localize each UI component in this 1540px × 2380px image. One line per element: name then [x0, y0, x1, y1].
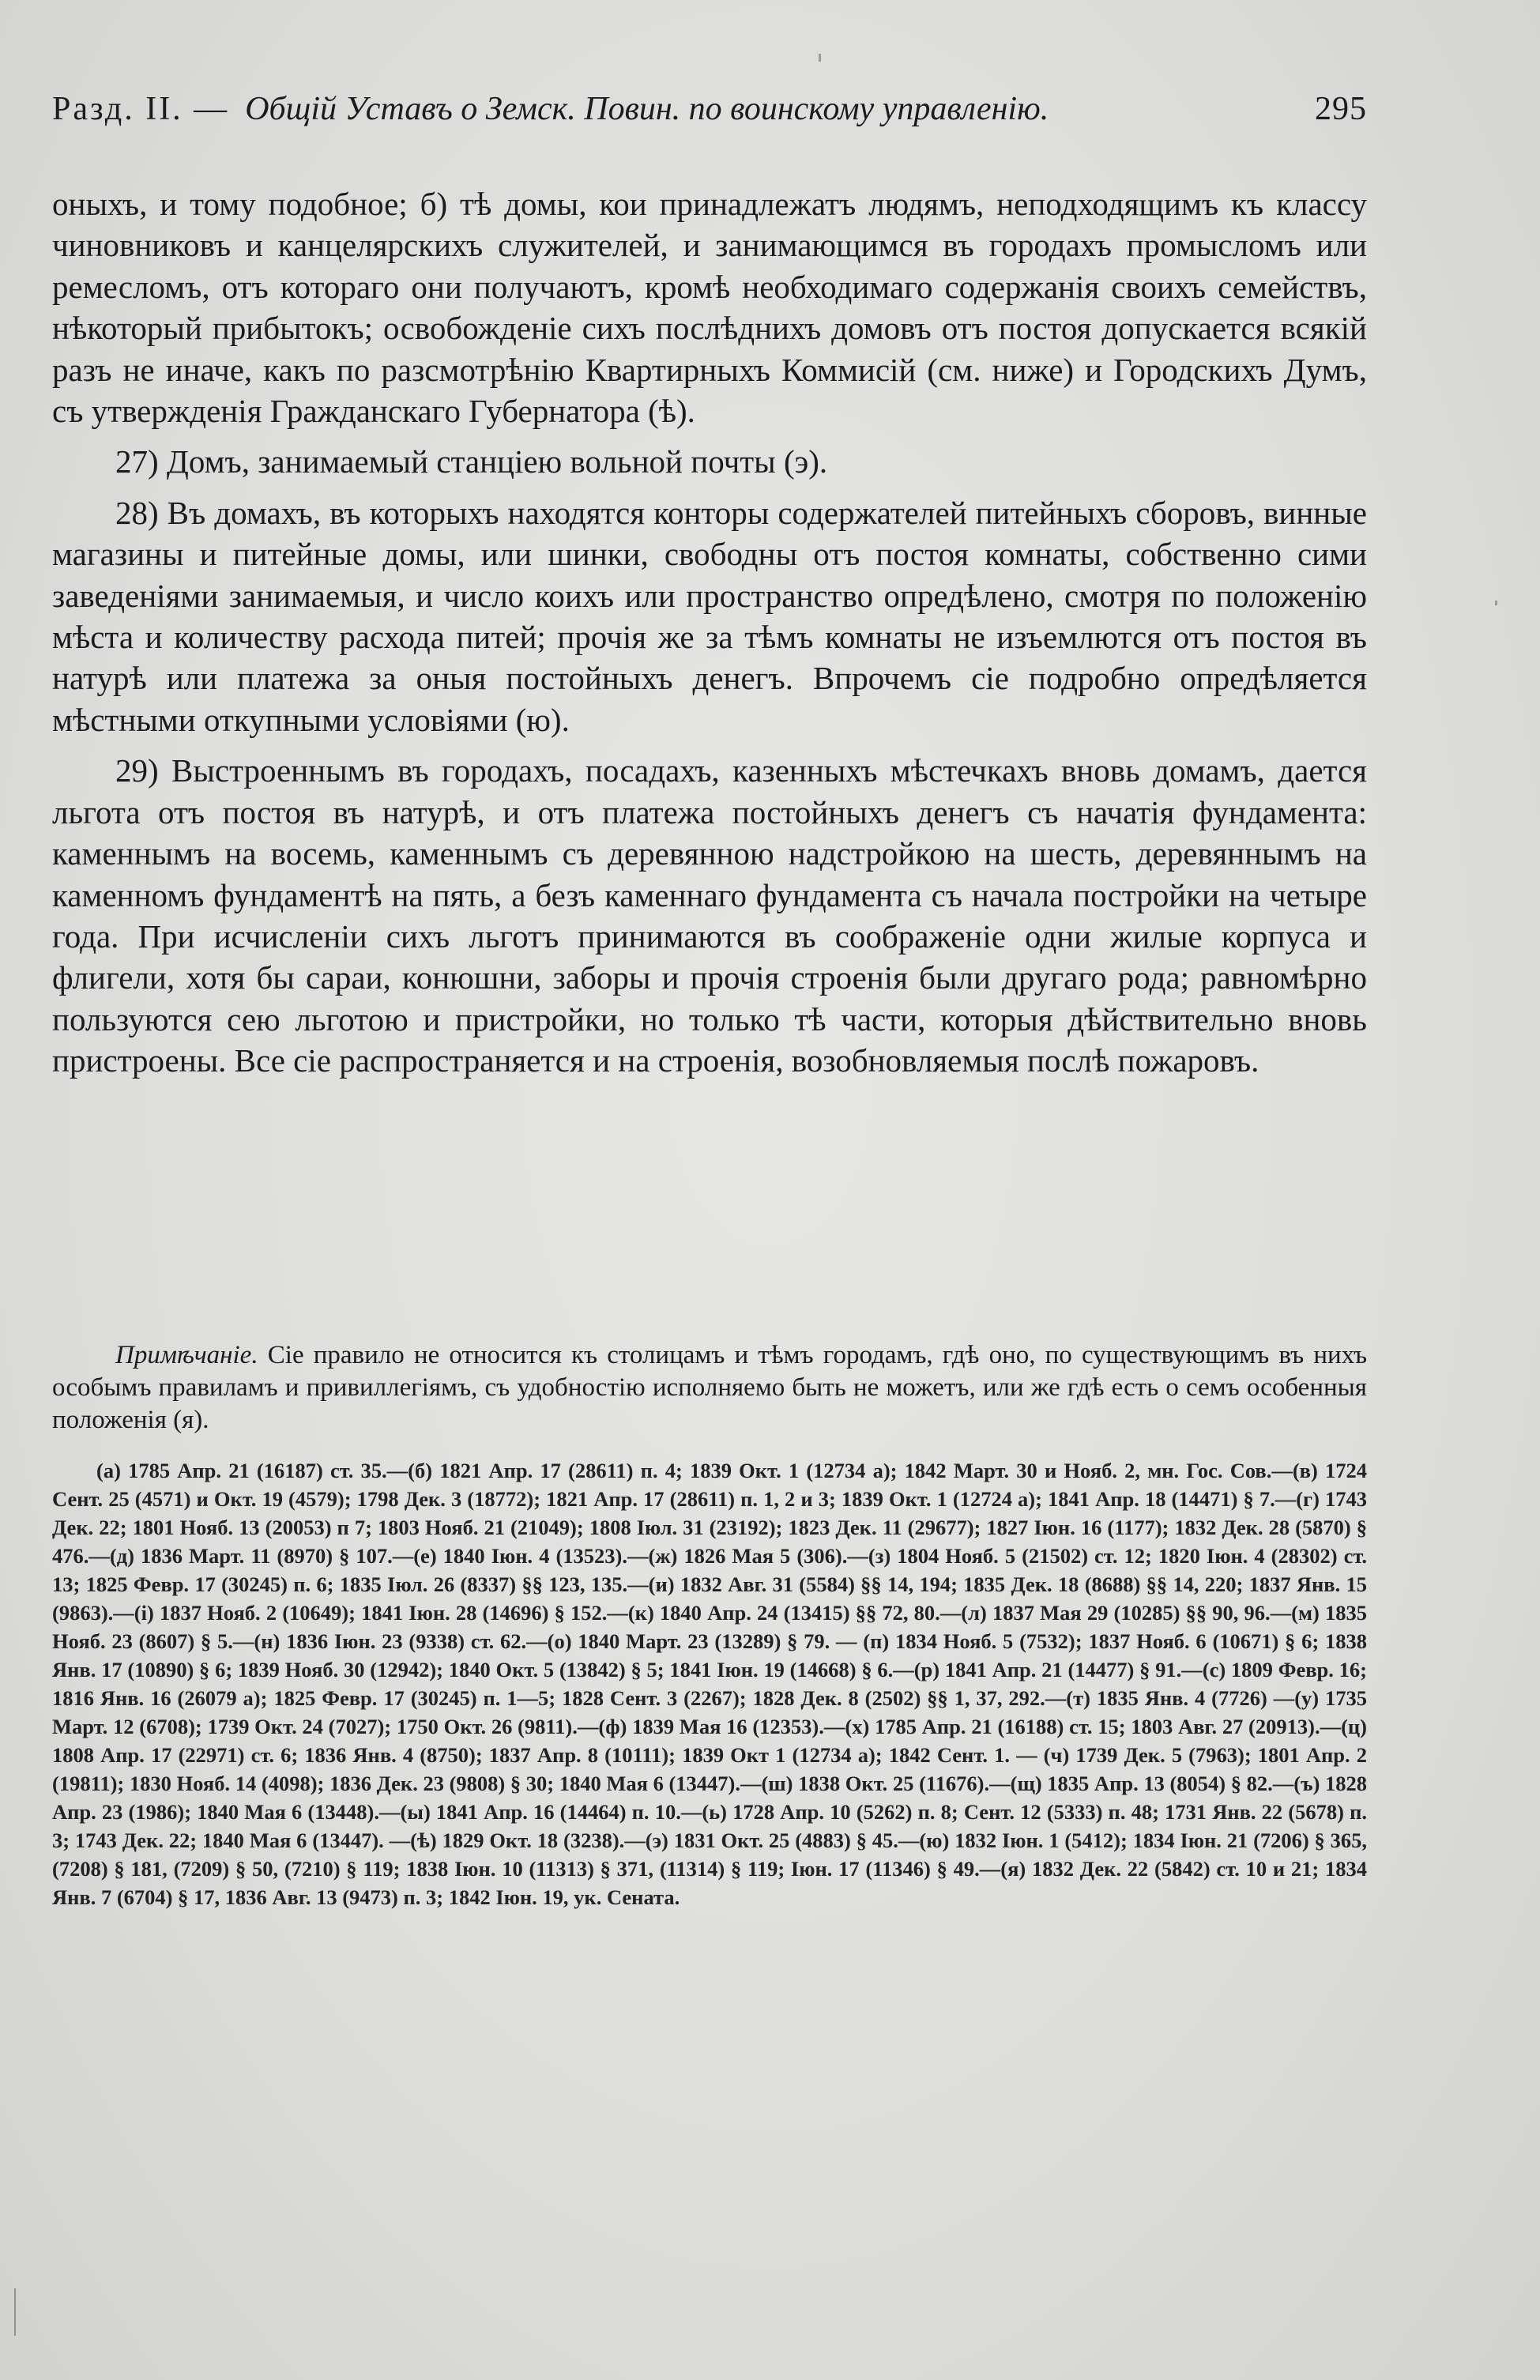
paragraph-29: 29) Выстроеннымъ въ городахъ, посадахъ, казенныхъ мѣстечкахъ вновь домамъ, дается льгота отъ постоя въ натурѣ, и отъ платежа постойныхъ денегъ съ начатія фундамента: каменнымъ на восемь, каменнымъ съ деревянною надстройкою на шесть, деревяннымъ на каменномъ фундаментѣ на пять, а безъ каменнаго фундамента съ начала постройки на четыре года. При исчисленіи сихъ льготъ принимаются въ соображеніе одни жилые корпуса и флигели, хотя бы сараи, конюшни, заборы и прочія строенія были другаго рода; равномѣрно пользуются сею льготою и пристройки, но только тѣ части, которыя дѣйствительно вновь пристроены. Все сіе распространяется и на строенія, возобновляемыя послѣ пожаровъ. [52, 752, 1367, 1079]
ink-speck [819, 54, 821, 62]
paragraph-28: 28) Въ домахъ, въ которыхъ находятся конторы содержателей питейныхъ сборовъ, винные магазины и питейные домы, или шинки, свободны отъ постоя комнаты, собственно сими заведеніями занимаемыя, и число коихъ или пространство опредѣлено, смотря по положенію мѣста и количеству расхода питей; прочія же за тѣмъ комнаты не изъемлются отъ постоя въ натурѣ или платежа за оныя постойныхъ денегъ. Впрочемъ сіе подробно опредѣляется мѣстными откупными условіями (ю). [52, 494, 1367, 738]
note-label: Примѣчаніе. [115, 1341, 258, 1369]
header-title: Общій Уставъ о Земск. Повин. по воинскому управленію. [245, 91, 1049, 127]
ink-speck [1495, 601, 1497, 605]
running-header [52, 87, 1367, 131]
note-text: Сіе правило не относится къ столицамъ и тѣмъ городамъ, гдѣ оно, по существующимъ въ нихъ особымъ правиламъ и привиллегіямъ, съ удобностію исполняемо быть не можетъ, или же гдѣ есть о семъ особенныя положенія (я). [52, 1341, 1368, 1434]
footnote-references: (а) 1785 Апр. 21 (16187) ст. 35.—(б) 1821 Апр. 17 (28611) п. 4; 1839 Окт. 1 (12734 а); 1842 Март. 30 и Нояб. 2, мн. Гос. Сов.—(в) 1724 Сент. 25 (4571) и Окт. 19 (4579); 1798 Дек. 3 (18772); 1821 Апр. 17 (28611) п. 1, 2 и 3; 1839 Окт. 1 (12724 а); 1841 Апр. 18 (14471) § 7.—(г) 1743 Дек. 22; 1801 Нояб. 13 (20053) п 7; 1803 Нояб. 21 (21049); 1808 Іюл. 31 (23192); 1823 Дек. 11 (29677); 1827 Іюн. 16 (1177); 1832 Дек. 28 (5870) § 476.—(д) 1836 Март. 11 (8970) § 107.—(е) 1840 Іюн. 4 (13523).—(ж) 1826 Мая 5 (306).—(з) 1804 Нояб. 5 (21502) ст. 12; 1820 Іюн. 4 (28302) ст. 13; 1825 Февр. 17 (30245) п. 6; 1835 Іюл. 26 (8337) §§ 123, 135.—(и) 1832 Авг. 31 (5584) §§ 14, 194; 1835 Дек. 18 (8688) §§ 14, 220; 1837 Янв. 15 (9863).—(і) 1837 Нояб. 2 (10649); 1841 Іюн. 28 (14696) § 152.—(к) 1840 Апр. 24 (13415) §§ 72, 80.—(л) 1837 Мая 29 (10285) §§ 90, 96.—(м) 1835 Нояб. 23 (8607) § 5.—(н) 1836 Іюн. 23 (9338) ст. 62.—(о) 1840 Март. 23 (13289) § 79. — (п) 1834 Нояб. 5 (7532); 1837 Нояб. 6 (10671) § 6; 1838 Янв. 17 (10890) § 6; 1839 Нояб. 30 (12942); 1840 Окт. 5 (13842) § 5; 1841 Іюн. 19 (14668) § 6.—(р) 1841 Апр. 21 (14477) § 91.—(с) 1809 Февр. 16; 1816 Янв. 16 (26079 а); 1825 Февр. 17 (30245) п. 1—5; 1828 Сент. 3 (2267); 1828 Дек. 8 (2502) §§ 1, 37, 292.—(т) 1835 Янв. 4 (7726) —(у) 1735 Март. 12 (6708); 1739 Окт. 24 (7027); 1750 Окт. 26 (9811).—(ф) 1839 Мая 16 (12353).—(х) 1785 Апр. 21 (16188) ст. 15; 1803 Авг. 27 (20913).—(ц) 1808 Апр. 17 (22971) ст. 6; 1836 Янв. 4 (8750); 1837 Апр. 8 (10111); 1839 Окт 1 (12734 а); 1842 Сент. 1. — (ч) 1739 Дек. 5 (7963); 1801 Апр. 2 (19811); 1830 Нояб. 14 (4098); 1836 Дек. 23 (9808) § 30; 1840 Мая 6 (13447).—(ш) 1838 Окт. 25 (11676).—(щ) 1835 Апр. 13 (8054) § 82.—(ъ) 1828 Апр. 23 (1986); 1840 Мая 6 (13448).—(ы) 1841 Апр. 16 (14464) п. 10.—(ь) 1728 Апр. 10 (5262) п. 8; Сент. 12 (5333) п. 48; 1731 Янв. 22 (5678) п. 3; 1743 Дек. 22; 1840 Мая 6 (13447). —(ѣ) 1829 Окт. 18 (3238).—(э) 1831 Окт. 25 (4883) § 45.—(ю) 1832 Іюн. 1 (5412); 1834 Іюн. 21 (7206) § 365, (7208) § 181, (7209) § 50, (7210) § 119; 1838 Іюн. 10 (11313) § 371, (11314) § 119; Іюн. 17 (11346) § 49.—(я) 1832 Дек. 22 (5842) ст. 10 и 21; 1834 Янв. 7 (6704) § 17, 1836 Авг. 13 (9473) п. 3; 1842 Іюн. 19, ук. Сената. [52, 1459, 1367, 1909]
ink-speck [14, 2288, 16, 2336]
page-number: 295 [1315, 91, 1367, 127]
paragraph-27: 27) Домъ, занимаемый станціею вольной почты (э). [115, 443, 828, 480]
paragraph-continuation: оныхъ, и тому подобное; б) тѣ домы, кои принадлежатъ людямъ, неподходящимъ къ классу чиновниковъ и канцелярскихъ служителей, и занимающимся въ городахъ промысломъ или ремесломъ, отъ котораго они получаютъ, кромѣ необходимаго содержанія своихъ семействъ, нѣкоторый прибытокъ; освобожденіе сихъ послѣднихъ домовъ отъ постоя допускается всякій разъ не иначе, какъ по разсмотрѣнію Квартирныхъ Коммисій (см. ниже) и Городскихъ Думъ, съ утвержденія Гражданскаго Губернатора (ѣ). [52, 186, 1367, 430]
main-text [52, 183, 1367, 1082]
section-label: Разд. II. — [52, 91, 230, 127]
note [52, 1339, 1367, 1437]
